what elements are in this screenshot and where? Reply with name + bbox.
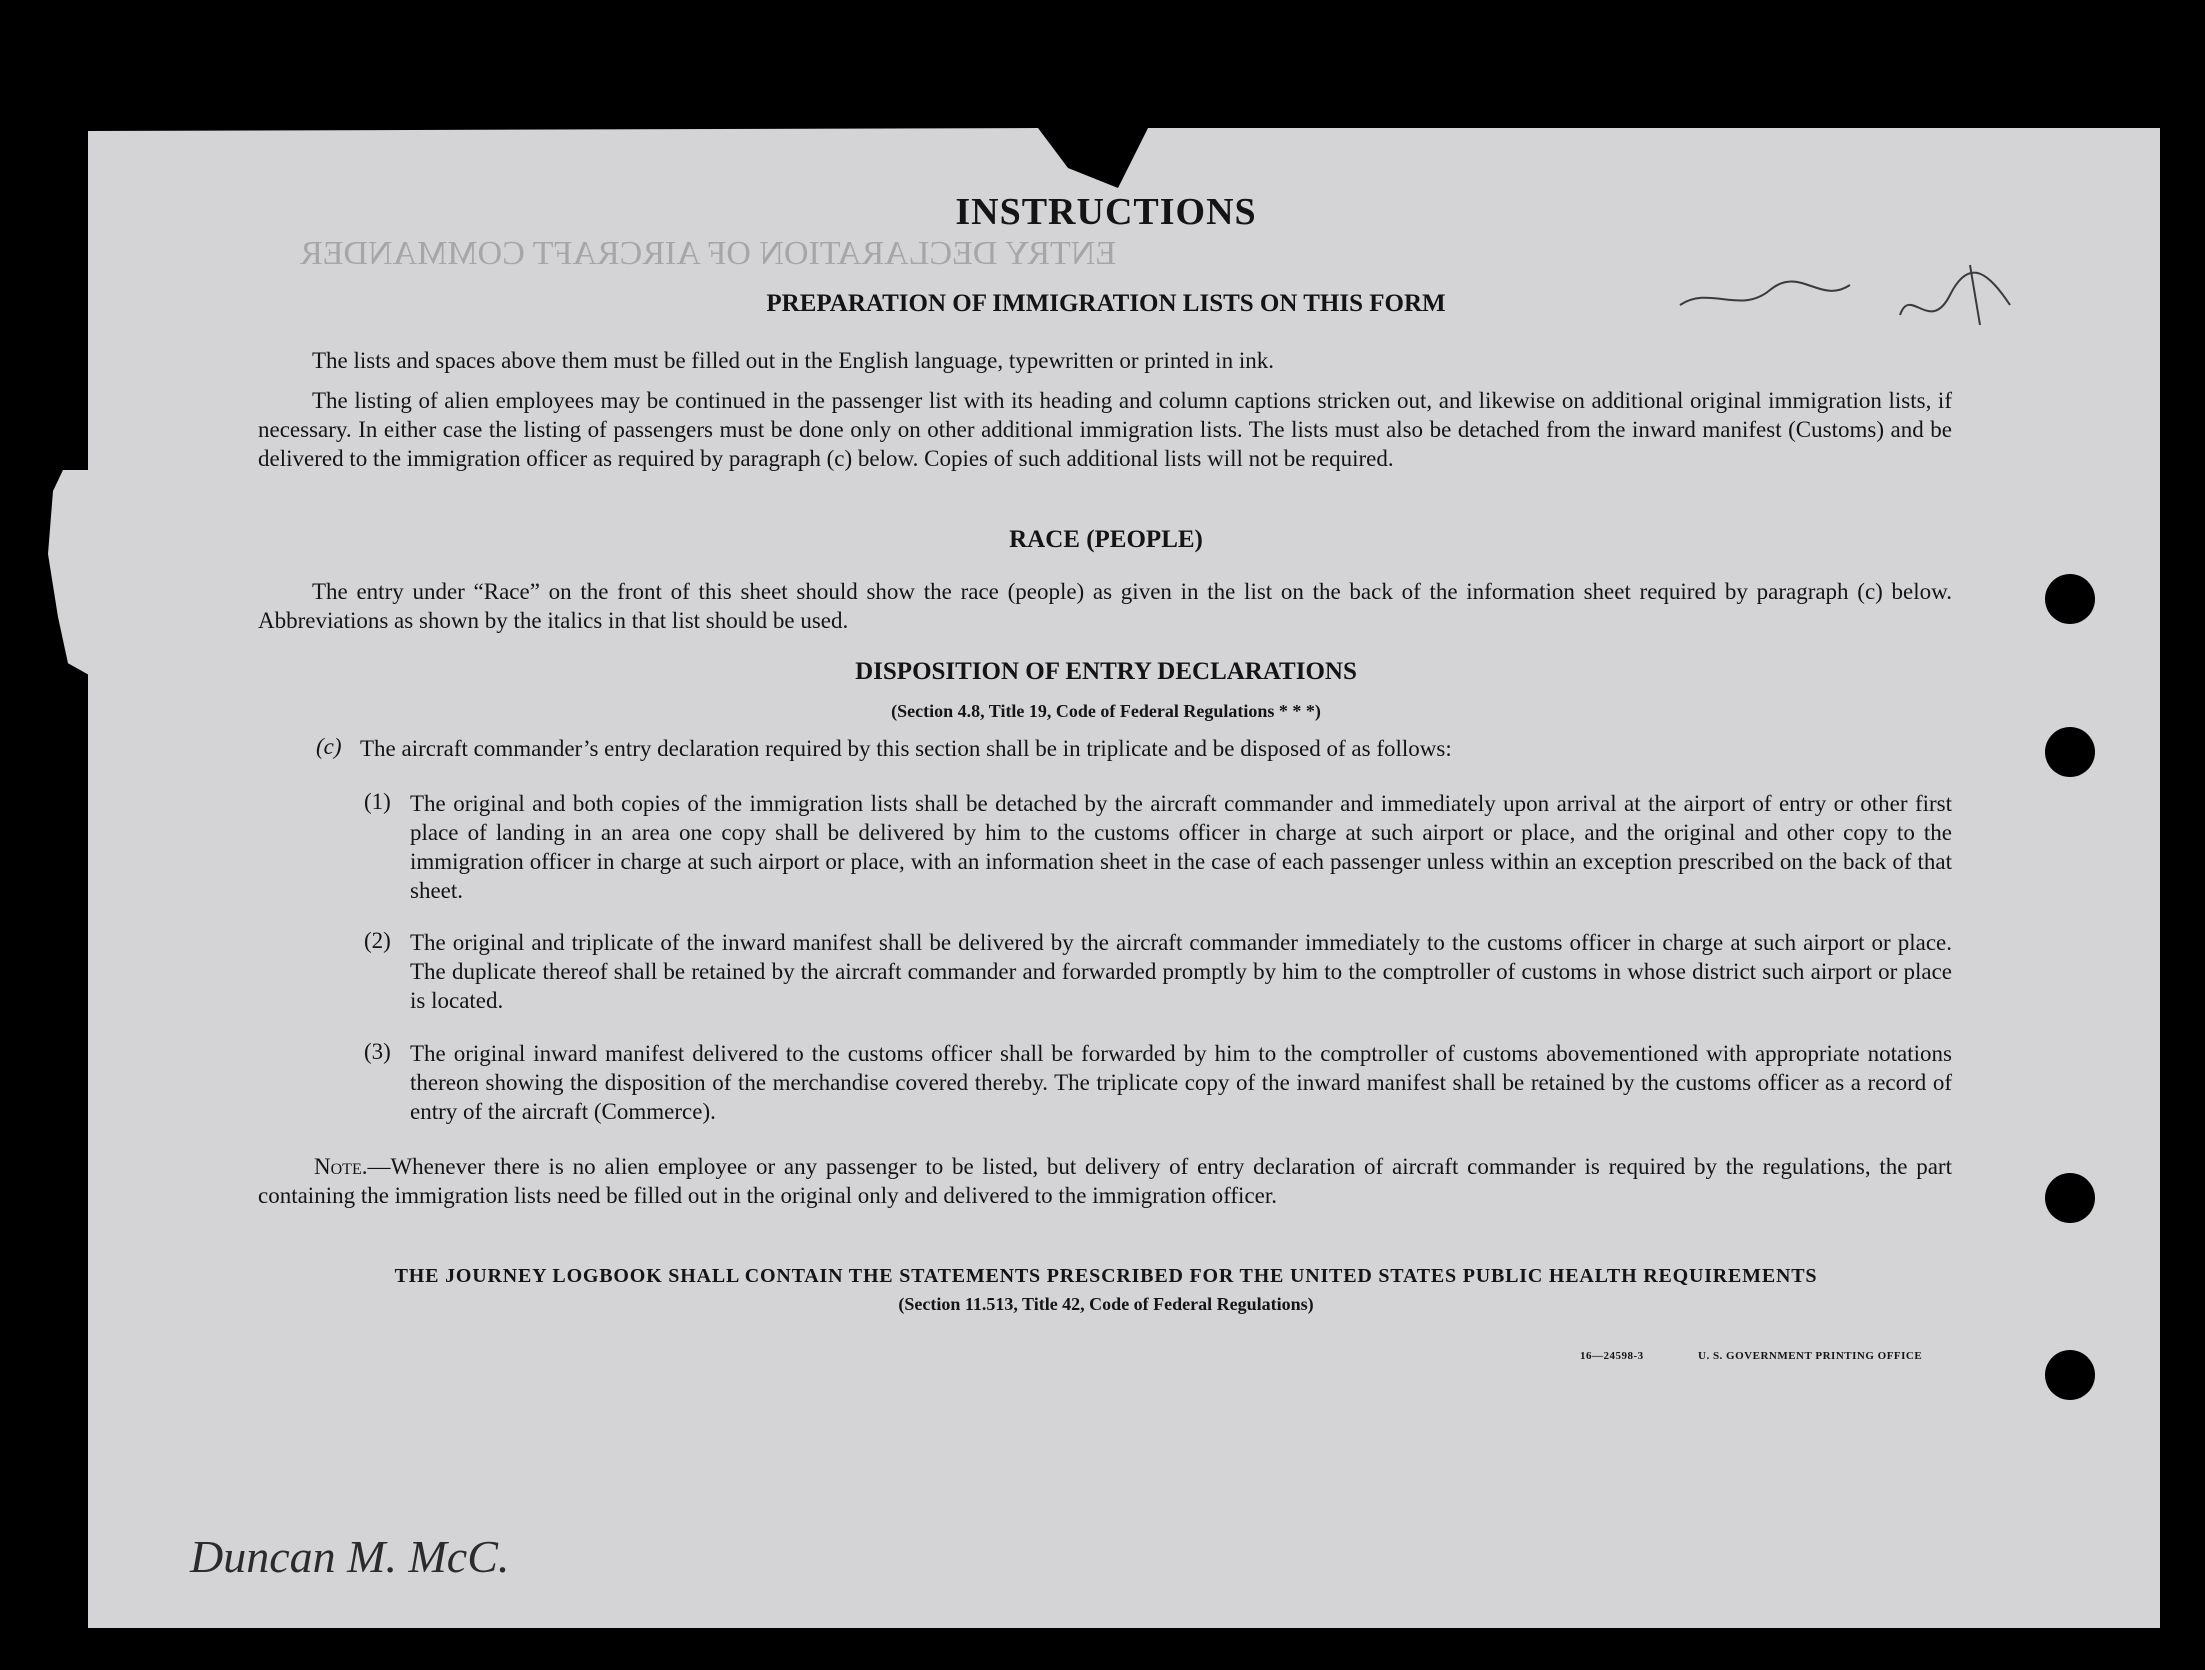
- handwritten-marks: [1670, 245, 2050, 355]
- form-number: 16—24598-3: [1580, 1350, 1644, 1362]
- punch-hole: [2045, 1350, 2095, 1400]
- item-3-label: (3): [364, 1039, 391, 1064]
- page-title: INSTRUCTIONS: [955, 191, 1257, 233]
- item-2-text: The original and triplicate of the inward manifest shall be delivered by the aircraft commander immediately to the customs officer in charge at such airport or place. The duplicate thereof shall be retained by the aircraft commander and forwarded promptly by him to the comptroller of customs in whose district such airport or place is located.: [410, 930, 1952, 1013]
- item-1-label: (1): [364, 789, 391, 814]
- bleed-through-text: ENTRY DECLARATION OF AIRCRAFT COMMANDER: [300, 235, 1117, 272]
- race-heading: RACE (PEOPLE): [1009, 526, 1203, 553]
- immigration-paragraph-2: The listing of alien employees may be continued in the passenger list with its heading and column captions stricken out, and likewise on additional original immigration lists, if necessary. In either case the listing of passengers must be done only on other additional immigration lists. The lists must also be detached from the inward manifest (Customs) and be delivered to the immigration officer as required by paragraph (c) below. Copies of such additional lists will not be required.: [258, 388, 1952, 471]
- paragraph-c-label: (c): [316, 734, 342, 759]
- note-text: Whenever there is no alien employee or any passenger to be listed, but delivery of entry declaration of aircraft commander is required by the regulations, the part containing the immigration lists need be filled out in the original only and delivered to the immigration officer.: [258, 1154, 1952, 1208]
- immigration-heading: PREPARATION OF IMMIGRATION LISTS ON THIS FORM: [766, 290, 1446, 317]
- immigration-paragraph-1: The lists and spaces above them must be filled out in the English language, typewritten or printed in ink.: [312, 348, 1274, 373]
- disposition-heading: DISPOSITION OF ENTRY DECLARATIONS: [855, 658, 1357, 685]
- race-paragraph: The entry under “Race” on the front of this sheet should show the race (people) as given in the list on the back of the information sheet required by paragraph (c) below. Abbreviations as shown by the italics in that list should be used.: [258, 579, 1952, 633]
- note-label: Note.—: [314, 1154, 391, 1179]
- health-subheading: (Section 11.513, Title 42, Code of Federal Regulations): [898, 1294, 1314, 1314]
- signature: Duncan M. McC.: [190, 1531, 510, 1582]
- printer-imprint: U. S. GOVERNMENT PRINTING OFFICE: [1698, 1350, 1923, 1362]
- item-2-label: (2): [364, 928, 391, 953]
- punch-hole: [2045, 1173, 2095, 1223]
- punch-hole: [2045, 574, 2095, 624]
- disposition-subheading: (Section 4.8, Title 19, Code of Federal Regulations * * *): [891, 701, 1321, 721]
- torn-page-edge: [48, 470, 98, 680]
- paragraph-c-intro: The aircraft commander’s entry declaration required by this section shall be in triplicate and be disposed of as follows:: [360, 736, 1452, 761]
- item-3-text: The original inward manifest delivered to the customs officer shall be forwarded by him to the comptroller of customs abovementioned with appropriate notations thereon showing the disposition of the merchandise covered thereby. The triplicate copy of the inward manifest shall be retained by the customs officer as a record of entry of the aircraft (Commerce).: [410, 1041, 1952, 1124]
- item-1-text: The original and both copies of the immigration lists shall be detached by the aircraft commander and immediately upon arrival at the airport of entry or other first place of landing in an area one copy shall be delivered by him to the customs officer in charge at such airport or place, and the original and other copy to the immigration officer in charge at such airport or place, with an information sheet in the case of each passenger unless within an exception prescribed on the back of that sheet.: [410, 791, 1952, 903]
- punch-hole: [2045, 727, 2095, 777]
- health-heading: THE JOURNEY LOGBOOK SHALL CONTAIN THE STATEMENTS PRESCRIBED FOR THE UNITED STATES PUBLIC HEALTH REQUIREMENTS: [394, 1265, 1818, 1287]
- note-paragraph: [258, 1152, 1952, 1210]
